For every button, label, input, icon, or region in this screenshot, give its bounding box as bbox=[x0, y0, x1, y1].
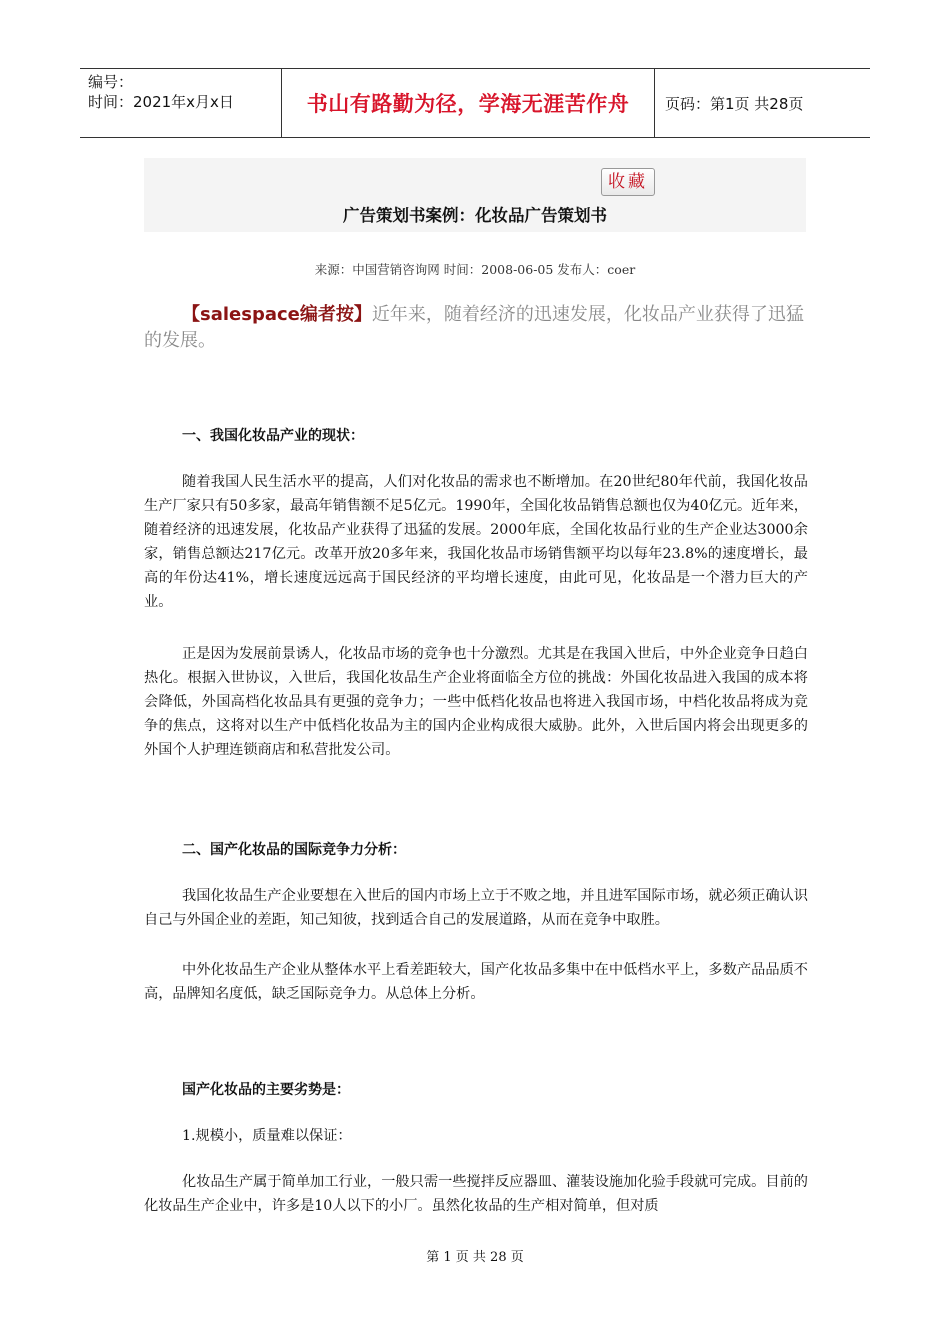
section-1-paragraph-1-wrap bbox=[144, 470, 808, 614]
article-title: 广告策划书案例：化妆品广告策划书 bbox=[343, 206, 607, 225]
section-1-heading: 一、我国化妆品产业的现状： bbox=[182, 428, 364, 444]
time-label: 时间：2021年x月x日 bbox=[88, 93, 234, 111]
section-1-paragraph-1: 随着我国人民生活水平的提高，人们对化妆品的需求也不断增加。在20世纪80年代前，我国化妆品生产厂家只有50多家，最高年销售额不足5亿元。1990年，全国化妆品销售总额也仅为40亿元。近年来，随着经济的迅速发展，化妆品产业获得了迅猛的发展。2000年底，全国化妆品行业的生产企业达3000余家，销售总额达217亿元。改革开放20多年来，我国化妆品市场销售额平均以每年23.8%的速度增长，最高的年份达41%，增长速度远远高于国民经济的平均增长速度，由此可见，化妆品是一个潜力巨大的产业。 bbox=[144, 474, 808, 610]
page-footer: 第 1 页 共 28 页 bbox=[426, 1250, 524, 1265]
editor-text: 近年来，随着经济的迅速发展，化妆品产业获得了迅猛的发展。 bbox=[144, 304, 804, 351]
editor-tag: 【salespace编者按】 bbox=[182, 304, 372, 325]
section-2-paragraph-2: 中外化妆品生产企业从整体水平上看差距较大，国产化妆品多集中在中低档水平上，多数产品品质不高，品牌知名度低，缺乏国际竞争力。从总体上分析。 bbox=[144, 962, 808, 1002]
section-3-paragraph-1-wrap bbox=[144, 1170, 808, 1218]
section-3-paragraph-1: 化妆品生产属于简单加工行业，一般只需一些搅拌反应器皿、灌装设施加化验手段就可完成。目前的化妆品生产企业中，许多是10人以下的小厂。虽然化妆品的生产相对简单，但对质 bbox=[144, 1174, 808, 1214]
section-1-heading-wrap bbox=[144, 424, 808, 448]
number-label: 编号： bbox=[88, 73, 134, 91]
document-header bbox=[80, 68, 870, 138]
section-1-paragraph-2: 正是因为发展前景诱人，化妆品市场的竞争也十分激烈。尤其是在我国入世后，中外企业竞争日趋白热化。根据入世协议，入世后，我国化妆品生产企业将面临全方位的挑战：外国化妆品进入我国的成本将会降低，外国高档化妆品具有更强的竞争力；一些中低档化妆品也将进入我国市场，中档化妆品将成为竞争的焦点，这将对以生产中低档化妆品为主的国内企业构成很大威胁。此外，入世后国内将会出现更多的外国个人护理连锁商店和私营批发公司。 bbox=[144, 646, 808, 758]
section-2-heading: 二、国产化妆品的国际竞争力分析： bbox=[182, 842, 406, 858]
section-2-paragraph-1-wrap bbox=[144, 884, 808, 932]
section-1-paragraph-2-wrap bbox=[144, 642, 808, 762]
editor-note bbox=[144, 302, 810, 354]
source-line: 来源：中国营销咨询网 时间：2008-06-05 发布人：coer bbox=[314, 262, 636, 277]
favorite-button[interactable]: 收藏 bbox=[601, 168, 655, 196]
title-panel bbox=[144, 158, 806, 232]
header-meta bbox=[80, 69, 282, 137]
section-2-paragraph-2-wrap bbox=[144, 958, 808, 1006]
section-2-heading-wrap bbox=[144, 838, 808, 862]
header-page-info: 页码：第1页 共28页 bbox=[665, 94, 804, 113]
section-3-heading: 国产化妆品的主要劣势是： bbox=[182, 1082, 350, 1098]
section-3-item-1-wrap bbox=[144, 1124, 808, 1148]
section-2-paragraph-1: 我国化妆品生产企业要想在入世后的国内市场上立于不败之地，并且进军国际市场，就必须正确认识自己与外国企业的差距，知己知彼，找到适合自己的发展道路，从而在竞争中取胜。 bbox=[144, 888, 808, 928]
header-motto: 书山有路勤为径，学海无涯苦作舟 bbox=[282, 69, 655, 137]
section-3-item-1: 1.规模小，质量难以保证： bbox=[182, 1128, 352, 1144]
section-3-heading-wrap bbox=[144, 1078, 808, 1102]
